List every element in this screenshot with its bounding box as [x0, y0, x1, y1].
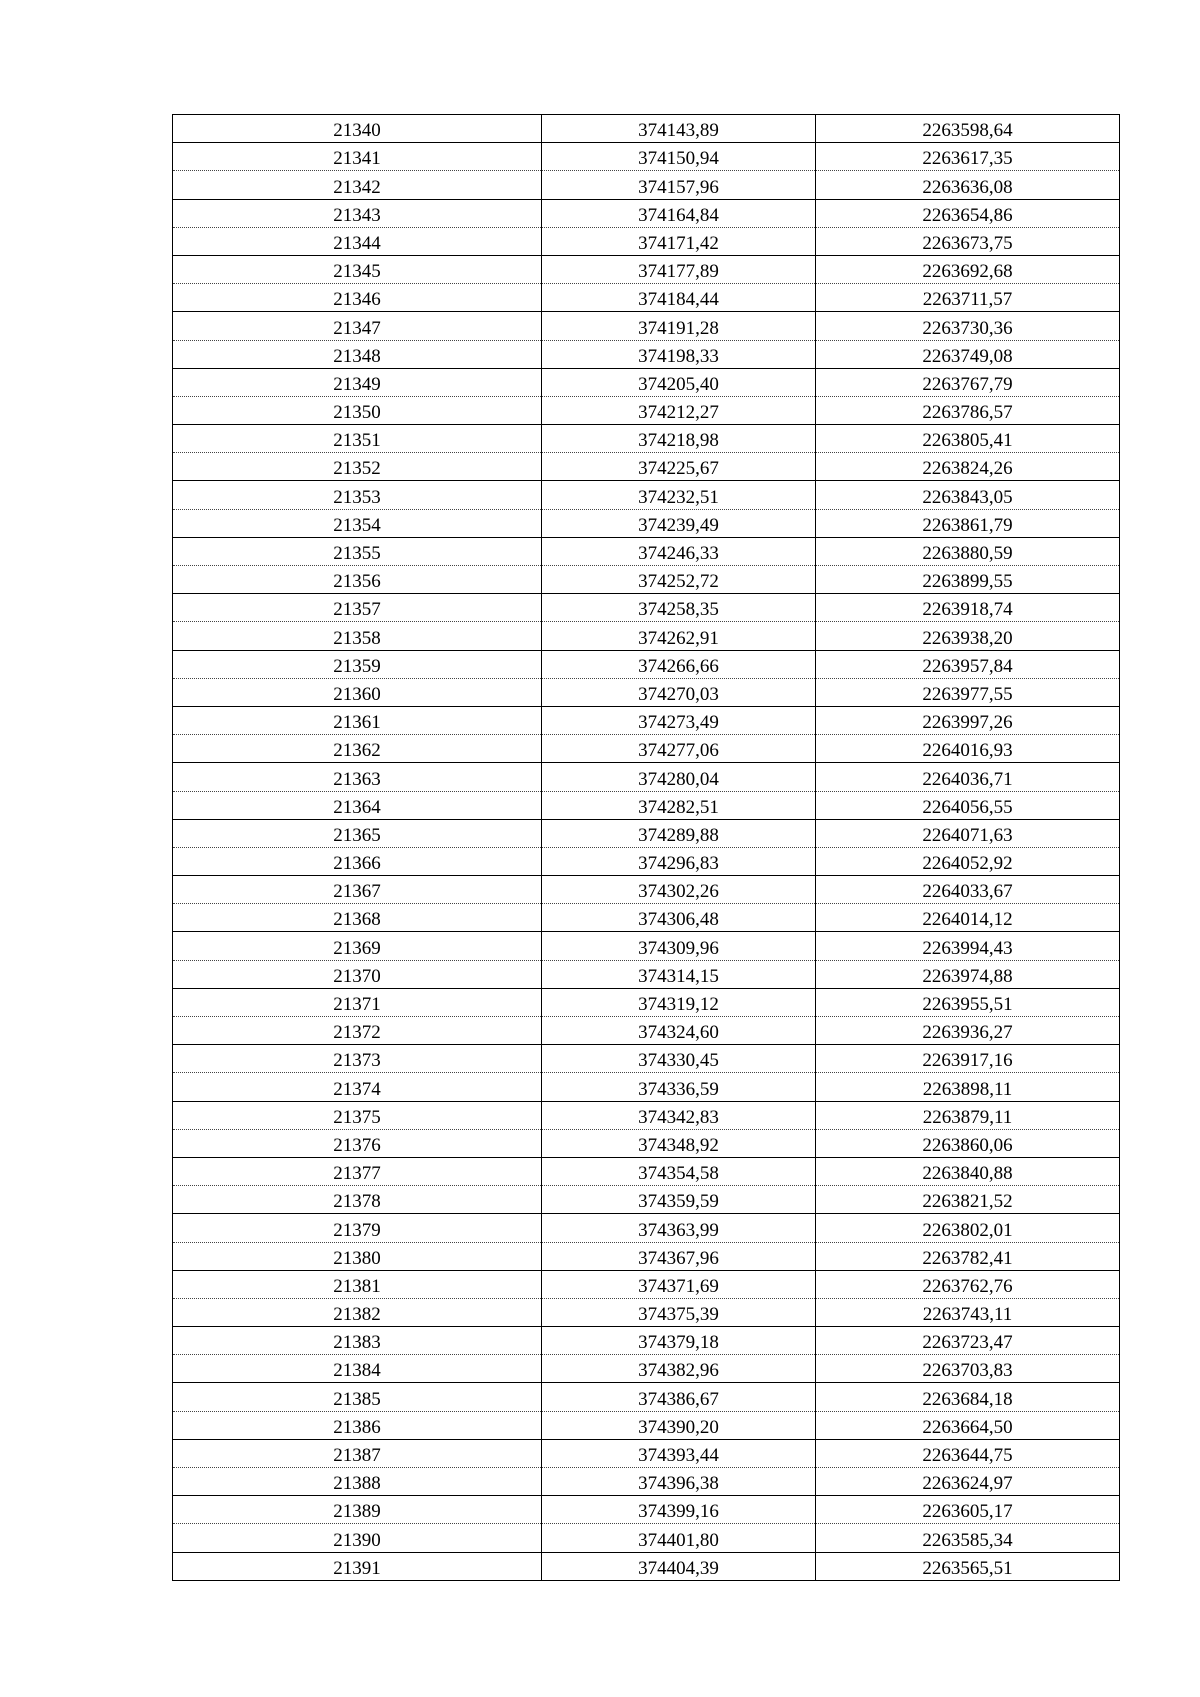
y-coordinate-cell: 2263860,06 — [816, 1129, 1120, 1157]
y-coordinate-cell: 2263749,08 — [816, 340, 1120, 368]
point-number-cell: 21380 — [173, 1242, 542, 1270]
x-coordinate-cell: 374386,67 — [542, 1383, 816, 1411]
x-coordinate-cell: 374266,66 — [542, 650, 816, 678]
y-coordinate-cell: 2263802,01 — [816, 1214, 1120, 1242]
point-number-cell: 21346 — [173, 284, 542, 312]
point-number-cell: 21354 — [173, 509, 542, 537]
table-row — [173, 678, 1120, 706]
point-number-cell: 21367 — [173, 876, 542, 904]
table-row — [173, 284, 1120, 312]
point-number-cell: 21341 — [173, 143, 542, 171]
table-row — [173, 791, 1120, 819]
point-number-cell: 21363 — [173, 763, 542, 791]
point-number-cell: 21384 — [173, 1355, 542, 1383]
table-row — [173, 425, 1120, 453]
y-coordinate-cell: 2263605,17 — [816, 1496, 1120, 1524]
table-row — [173, 1129, 1120, 1157]
x-coordinate-cell: 374164,84 — [542, 199, 816, 227]
point-number-cell: 21359 — [173, 650, 542, 678]
y-coordinate-cell: 2263730,36 — [816, 312, 1120, 340]
x-coordinate-cell: 374184,44 — [542, 284, 816, 312]
x-coordinate-cell: 374246,33 — [542, 537, 816, 565]
point-number-cell: 21377 — [173, 1157, 542, 1185]
x-coordinate-cell: 374336,59 — [542, 1073, 816, 1101]
point-number-cell: 21370 — [173, 960, 542, 988]
x-coordinate-cell: 374239,49 — [542, 509, 816, 537]
y-coordinate-cell: 2263654,86 — [816, 199, 1120, 227]
table-row — [173, 115, 1120, 143]
y-coordinate-cell: 2263936,27 — [816, 1017, 1120, 1045]
point-number-cell: 21362 — [173, 735, 542, 763]
x-coordinate-cell: 374282,51 — [542, 791, 816, 819]
table-row — [173, 1327, 1120, 1355]
x-coordinate-cell: 374404,39 — [542, 1552, 816, 1580]
point-number-cell: 21369 — [173, 932, 542, 960]
table-row — [173, 763, 1120, 791]
point-number-cell: 21344 — [173, 227, 542, 255]
x-coordinate-cell: 374309,96 — [542, 932, 816, 960]
point-number-cell: 21357 — [173, 594, 542, 622]
y-coordinate-cell: 2263918,74 — [816, 594, 1120, 622]
table-row — [173, 566, 1120, 594]
table-row — [173, 819, 1120, 847]
y-coordinate-cell: 2263957,84 — [816, 650, 1120, 678]
table-row — [173, 735, 1120, 763]
point-number-cell: 21387 — [173, 1439, 542, 1467]
point-number-cell: 21343 — [173, 199, 542, 227]
y-coordinate-cell: 2264033,67 — [816, 876, 1120, 904]
table-row — [173, 340, 1120, 368]
table-row — [173, 1468, 1120, 1496]
y-coordinate-cell: 2263840,88 — [816, 1157, 1120, 1185]
point-number-cell: 21379 — [173, 1214, 542, 1242]
x-coordinate-cell: 374212,27 — [542, 396, 816, 424]
x-coordinate-cell: 374277,06 — [542, 735, 816, 763]
table-row — [173, 143, 1120, 171]
table-row — [173, 650, 1120, 678]
y-coordinate-cell: 2264036,71 — [816, 763, 1120, 791]
x-coordinate-cell: 374205,40 — [542, 368, 816, 396]
x-coordinate-cell: 374396,38 — [542, 1468, 816, 1496]
y-coordinate-cell: 2263977,55 — [816, 678, 1120, 706]
point-number-cell: 21365 — [173, 819, 542, 847]
x-coordinate-cell: 374143,89 — [542, 115, 816, 143]
x-coordinate-cell: 374198,33 — [542, 340, 816, 368]
x-coordinate-cell: 374359,59 — [542, 1186, 816, 1214]
point-number-cell: 21378 — [173, 1186, 542, 1214]
table-row — [173, 1383, 1120, 1411]
x-coordinate-cell: 374191,28 — [542, 312, 816, 340]
table-row — [173, 1157, 1120, 1185]
table-row — [173, 171, 1120, 199]
x-coordinate-cell: 374324,60 — [542, 1017, 816, 1045]
x-coordinate-cell: 374363,99 — [542, 1214, 816, 1242]
table-row — [173, 988, 1120, 1016]
y-coordinate-cell: 2263786,57 — [816, 396, 1120, 424]
x-coordinate-cell: 374330,45 — [542, 1045, 816, 1073]
point-number-cell: 21374 — [173, 1073, 542, 1101]
x-coordinate-cell: 374319,12 — [542, 988, 816, 1016]
y-coordinate-cell: 2263880,59 — [816, 537, 1120, 565]
y-coordinate-cell: 2263636,08 — [816, 171, 1120, 199]
y-coordinate-cell: 2263821,52 — [816, 1186, 1120, 1214]
table-row — [173, 904, 1120, 932]
point-number-cell: 21368 — [173, 904, 542, 932]
y-coordinate-cell: 2263899,55 — [816, 566, 1120, 594]
y-coordinate-cell: 2263955,51 — [816, 988, 1120, 1016]
x-coordinate-cell: 374262,91 — [542, 622, 816, 650]
coordinates-table — [172, 114, 1120, 1581]
table-row — [173, 1355, 1120, 1383]
table-row — [173, 453, 1120, 481]
point-number-cell: 21364 — [173, 791, 542, 819]
x-coordinate-cell: 374354,58 — [542, 1157, 816, 1185]
x-coordinate-cell: 374280,04 — [542, 763, 816, 791]
x-coordinate-cell: 374258,35 — [542, 594, 816, 622]
table-row — [173, 1552, 1120, 1580]
y-coordinate-cell: 2263617,35 — [816, 143, 1120, 171]
table-row — [173, 396, 1120, 424]
x-coordinate-cell: 374218,98 — [542, 425, 816, 453]
x-coordinate-cell: 374306,48 — [542, 904, 816, 932]
x-coordinate-cell: 374289,88 — [542, 819, 816, 847]
y-coordinate-cell: 2263644,75 — [816, 1439, 1120, 1467]
point-number-cell: 21390 — [173, 1524, 542, 1552]
table-row — [173, 847, 1120, 875]
y-coordinate-cell: 2263664,50 — [816, 1411, 1120, 1439]
table-row — [173, 509, 1120, 537]
y-coordinate-cell: 2263824,26 — [816, 453, 1120, 481]
x-coordinate-cell: 374382,96 — [542, 1355, 816, 1383]
table-row — [173, 255, 1120, 283]
point-number-cell: 21385 — [173, 1383, 542, 1411]
y-coordinate-cell: 2263767,79 — [816, 368, 1120, 396]
y-coordinate-cell: 2263974,88 — [816, 960, 1120, 988]
table-row — [173, 876, 1120, 904]
point-number-cell: 21366 — [173, 847, 542, 875]
table-row — [173, 1298, 1120, 1326]
point-number-cell: 21372 — [173, 1017, 542, 1045]
table-row — [173, 1439, 1120, 1467]
point-number-cell: 21391 — [173, 1552, 542, 1580]
x-coordinate-cell: 374225,67 — [542, 453, 816, 481]
y-coordinate-cell: 2264071,63 — [816, 819, 1120, 847]
point-number-cell: 21381 — [173, 1270, 542, 1298]
y-coordinate-cell: 2263762,76 — [816, 1270, 1120, 1298]
point-number-cell: 21355 — [173, 537, 542, 565]
x-coordinate-cell: 374302,26 — [542, 876, 816, 904]
y-coordinate-cell: 2263898,11 — [816, 1073, 1120, 1101]
y-coordinate-cell: 2263585,34 — [816, 1524, 1120, 1552]
point-number-cell: 21371 — [173, 988, 542, 1016]
point-number-cell: 21351 — [173, 425, 542, 453]
y-coordinate-cell: 2264014,12 — [816, 904, 1120, 932]
x-coordinate-cell: 374314,15 — [542, 960, 816, 988]
x-coordinate-cell: 374379,18 — [542, 1327, 816, 1355]
table-row — [173, 622, 1120, 650]
y-coordinate-cell: 2263994,43 — [816, 932, 1120, 960]
x-coordinate-cell: 374150,94 — [542, 143, 816, 171]
y-coordinate-cell: 2263861,79 — [816, 509, 1120, 537]
y-coordinate-cell: 2263917,16 — [816, 1045, 1120, 1073]
point-number-cell: 21376 — [173, 1129, 542, 1157]
table-row — [173, 1186, 1120, 1214]
point-number-cell: 21347 — [173, 312, 542, 340]
table-row — [173, 1496, 1120, 1524]
table-row — [173, 537, 1120, 565]
x-coordinate-cell: 374399,16 — [542, 1496, 816, 1524]
x-coordinate-cell: 374171,42 — [542, 227, 816, 255]
y-coordinate-cell: 2263743,11 — [816, 1298, 1120, 1326]
table-row — [173, 227, 1120, 255]
x-coordinate-cell: 374348,92 — [542, 1129, 816, 1157]
table-row — [173, 199, 1120, 227]
y-coordinate-cell: 2263565,51 — [816, 1552, 1120, 1580]
table-row — [173, 1242, 1120, 1270]
point-number-cell: 21350 — [173, 396, 542, 424]
y-coordinate-cell: 2263692,68 — [816, 255, 1120, 283]
table-row — [173, 932, 1120, 960]
table-row — [173, 1073, 1120, 1101]
point-number-cell: 21389 — [173, 1496, 542, 1524]
point-number-cell: 21373 — [173, 1045, 542, 1073]
x-coordinate-cell: 374252,72 — [542, 566, 816, 594]
table-row — [173, 1524, 1120, 1552]
table-row — [173, 1101, 1120, 1129]
point-number-cell: 21345 — [173, 255, 542, 283]
point-number-cell: 21352 — [173, 453, 542, 481]
table-row — [173, 1411, 1120, 1439]
x-coordinate-cell: 374342,83 — [542, 1101, 816, 1129]
table-row — [173, 1045, 1120, 1073]
y-coordinate-cell: 2263673,75 — [816, 227, 1120, 255]
x-coordinate-cell: 374401,80 — [542, 1524, 816, 1552]
y-coordinate-cell: 2263598,64 — [816, 115, 1120, 143]
point-number-cell: 21353 — [173, 481, 542, 509]
table-row — [173, 706, 1120, 734]
x-coordinate-cell: 374270,03 — [542, 678, 816, 706]
point-number-cell: 21382 — [173, 1298, 542, 1326]
point-number-cell: 21386 — [173, 1411, 542, 1439]
point-number-cell: 21349 — [173, 368, 542, 396]
table-row — [173, 1017, 1120, 1045]
point-number-cell: 21342 — [173, 171, 542, 199]
x-coordinate-cell: 374157,96 — [542, 171, 816, 199]
x-coordinate-cell: 374390,20 — [542, 1411, 816, 1439]
x-coordinate-cell: 374296,83 — [542, 847, 816, 875]
y-coordinate-cell: 2264016,93 — [816, 735, 1120, 763]
point-number-cell: 21340 — [173, 115, 542, 143]
x-coordinate-cell: 374371,69 — [542, 1270, 816, 1298]
x-coordinate-cell: 374273,49 — [542, 706, 816, 734]
table-row — [173, 1270, 1120, 1298]
coordinates-table-body — [173, 115, 1120, 1581]
y-coordinate-cell: 2263723,47 — [816, 1327, 1120, 1355]
y-coordinate-cell: 2263997,26 — [816, 706, 1120, 734]
point-number-cell: 21388 — [173, 1468, 542, 1496]
y-coordinate-cell: 2263938,20 — [816, 622, 1120, 650]
y-coordinate-cell: 2263782,41 — [816, 1242, 1120, 1270]
table-row — [173, 1214, 1120, 1242]
table-row — [173, 481, 1120, 509]
point-number-cell: 21360 — [173, 678, 542, 706]
x-coordinate-cell: 374375,39 — [542, 1298, 816, 1326]
table-row — [173, 368, 1120, 396]
y-coordinate-cell: 2263711,57 — [816, 284, 1120, 312]
point-number-cell: 21361 — [173, 706, 542, 734]
y-coordinate-cell: 2263624,97 — [816, 1468, 1120, 1496]
y-coordinate-cell: 2263684,18 — [816, 1383, 1120, 1411]
point-number-cell: 21358 — [173, 622, 542, 650]
x-coordinate-cell: 374177,89 — [542, 255, 816, 283]
point-number-cell: 21375 — [173, 1101, 542, 1129]
point-number-cell: 21348 — [173, 340, 542, 368]
y-coordinate-cell: 2264056,55 — [816, 791, 1120, 819]
point-number-cell: 21383 — [173, 1327, 542, 1355]
table-row — [173, 594, 1120, 622]
y-coordinate-cell: 2263843,05 — [816, 481, 1120, 509]
x-coordinate-cell: 374367,96 — [542, 1242, 816, 1270]
x-coordinate-cell: 374393,44 — [542, 1439, 816, 1467]
point-number-cell: 21356 — [173, 566, 542, 594]
x-coordinate-cell: 374232,51 — [542, 481, 816, 509]
y-coordinate-cell: 2263805,41 — [816, 425, 1120, 453]
table-row — [173, 312, 1120, 340]
y-coordinate-cell: 2263703,83 — [816, 1355, 1120, 1383]
y-coordinate-cell: 2264052,92 — [816, 847, 1120, 875]
y-coordinate-cell: 2263879,11 — [816, 1101, 1120, 1129]
table-row — [173, 960, 1120, 988]
